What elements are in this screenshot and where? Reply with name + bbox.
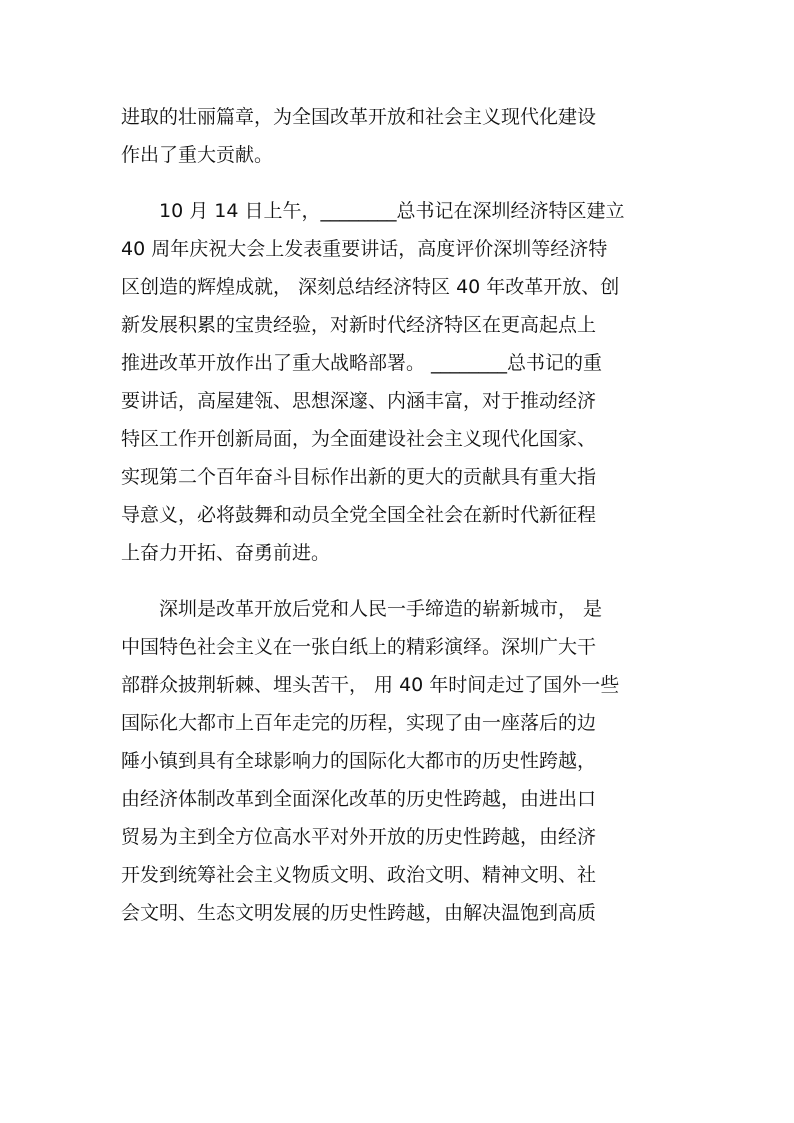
paragraph-spacer: [121, 572, 677, 590]
text-line: 由经济体制改革到全面深化改革的历史性跨越，由进出口: [121, 788, 597, 810]
text-line: 贸易为主到全方位高水平对外开放的历史性跨越，由经济: [121, 826, 597, 848]
paragraph-1: [121, 98, 677, 174]
text-line: 深圳是改革开放后党和人民一手缔造的崭新城市， 是: [121, 598, 603, 620]
text-line: 区创造的辉煌成就， 深刻总结经济特区 40 年改革开放、创: [121, 276, 620, 298]
text-line: 实现第二个百年奋斗目标作出新的更大的贡献具有重大指: [121, 466, 597, 488]
text-line: 中国特色社会主义在一张白纸上的精彩演绎。深圳广大干: [121, 636, 597, 658]
text-line: 开发到统筹社会主义物质文明、政治文明、精神文明、社: [121, 864, 597, 886]
paragraph-spacer: [121, 174, 677, 192]
text-line: 陲小镇到具有全球影响力的国际化大都市的历史性跨越，: [121, 750, 597, 772]
text-line: 特区工作开创新局面，为全面建设社会主义现代化国家、: [121, 428, 597, 450]
text-line: 作出了重大贡献。: [121, 144, 274, 166]
text-line: 导意义，必将鼓舞和动员全党全国全社会在新时代新征程: [121, 504, 597, 526]
text-line: 进取的壮丽篇章，为全国改革开放和社会主义现代化建设: [121, 106, 597, 128]
paragraph-3: [121, 590, 677, 932]
text-line: 会文明、生态文明发展的历史性跨越，由解决温饱到高质: [121, 902, 597, 924]
text-line: 10 月 14 日上午，________总书记在深圳经济特区建立: [121, 200, 625, 222]
paragraph-2: [121, 192, 677, 572]
text-line: 国际化大都市上百年走完的历程，实现了由一座落后的边: [121, 712, 597, 734]
text-line: 推进改革开放作出了重大战略部署。 ________总书记的重: [121, 352, 603, 374]
text-line: 部群众披荆斩棘、埋头苦干， 用 40 年时间走过了国外一些: [121, 674, 620, 696]
document-body: [121, 98, 677, 932]
text-line: 上奋力开拓、奋勇前进。: [121, 542, 331, 564]
text-line: 要讲话，高屋建瓴、思想深邃、内涵丰富，对于推动经济: [121, 390, 597, 412]
text-line: 40 周年庆祝大会上发表重要讲话，高度评价深圳等经济特: [121, 238, 608, 260]
text-line: 新发展积累的宝贵经验，对新时代经济特区在更高起点上: [121, 314, 597, 336]
